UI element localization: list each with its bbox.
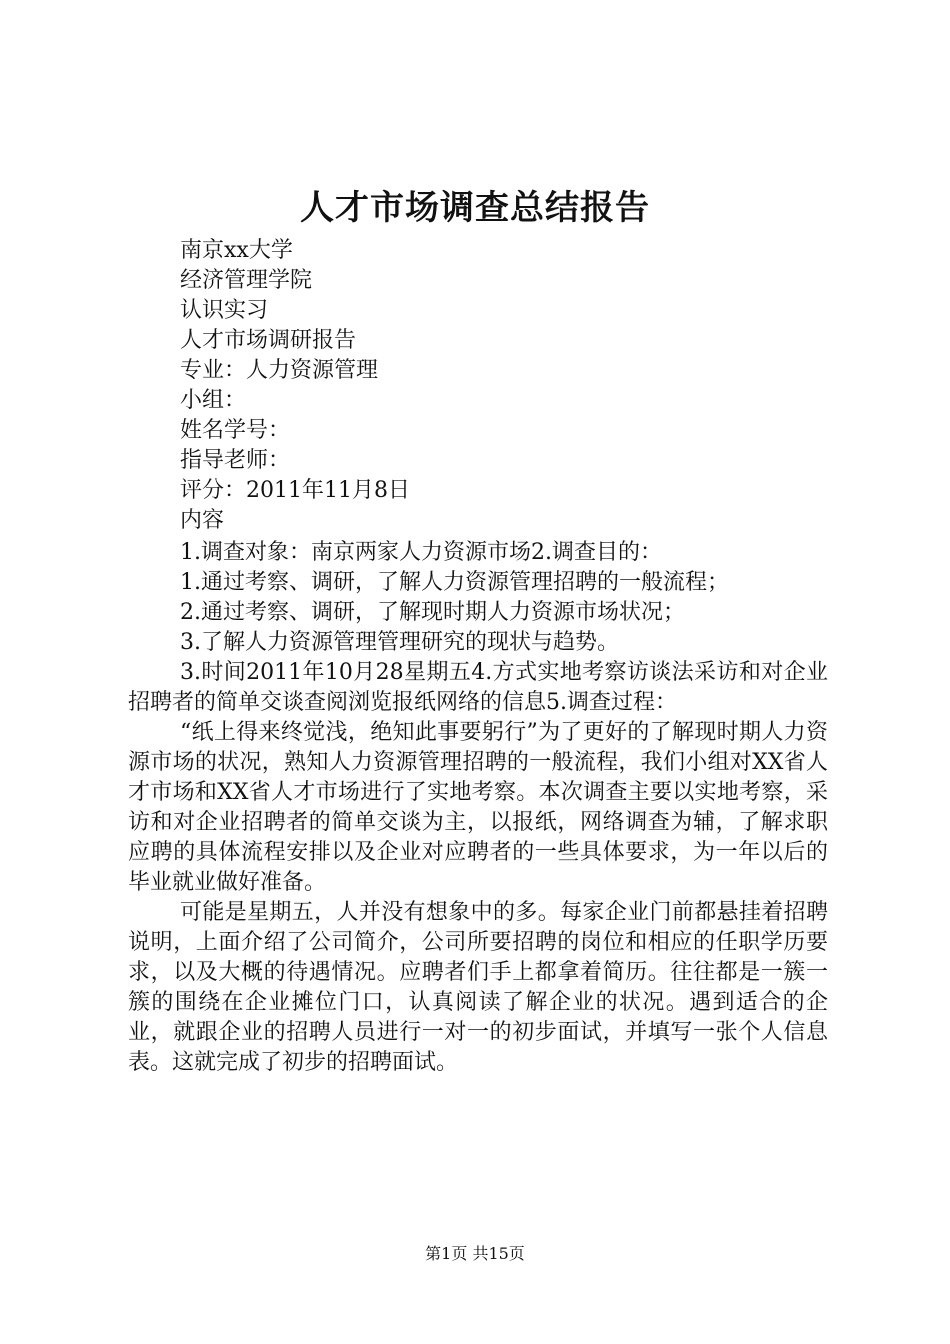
list-item: 1.调查对象：南京两家人力资源市场2.调查目的： [180,540,662,565]
page-footer: 第1页 共15页 [425,1244,525,1263]
meta-line-course: 认识实习 [180,298,269,323]
paragraph-observation: 可能是星期五，人并没有想象中的多。每家企业门前都悬挂着招聘说明，上面介绍了公司简介，公司所要招聘的岗位和相应的任职学历要求，以及大概的待遇情况。应聘者们手上都拿着简历。往往都是一簇一簇的围绕在企业摊位门口，认真阅读了解企业的状况。遇到适合的企业，就跟企业的招聘人员进行一对一的初步面试，并填写一张个人信息表。这就完成了初步的招聘面试。 [128,900,828,1075]
meta-block [180,236,840,536]
list-item: 2.通过考察、调研，了解现时期人力资源市场状况； [180,600,685,625]
meta-line-university: 南京xx大学 [180,238,293,263]
meta-line-score: 评分：2011年11月8日 [180,478,410,503]
body-text [128,658,828,1078]
meta-line-school: 经济管理学院 [180,268,313,293]
objective-list [180,538,840,658]
document-title: 人才市场调查总结报告 [300,188,650,228]
meta-line-group: 小组： [180,388,247,413]
meta-line-content: 内容 [180,508,225,533]
paragraph-purpose: “纸上得来终觉浅，绝知此事要躬行”为了更好的了解现时期人力资源市场的状况，熟知人力资源管理招聘的一般流程，我们小组对XX省人才市场和XX省人才市场进行了实地考察。本次调查主要以实地考察，采访和对企业招聘者的简单交谈为主，以报纸，网络调查为辅，了解求职应聘的具体流程安排以及企业对应聘者的一些具体要求，为一年以后的毕业就业做好准备。 [128,720,828,895]
meta-line-advisor: 指导老师： [180,448,291,473]
list-item: 1.通过考察、调研，了解人力资源管理招聘的一般流程； [180,570,729,595]
meta-line-report-type: 人才市场调研报告 [180,328,357,353]
list-item: 3.了解人力资源管理管理研究的现状与趋势。 [180,630,619,655]
meta-line-name-id: 姓名学号： [180,418,291,443]
paragraph-time-method: 3.时间2011年10月28星期五4.方式实地考察访谈法采访和对企业招聘者的简单交谈查阅浏览报纸网络的信息5.调查过程： [128,660,828,715]
meta-line-major: 专业：人力资源管理 [180,358,379,383]
